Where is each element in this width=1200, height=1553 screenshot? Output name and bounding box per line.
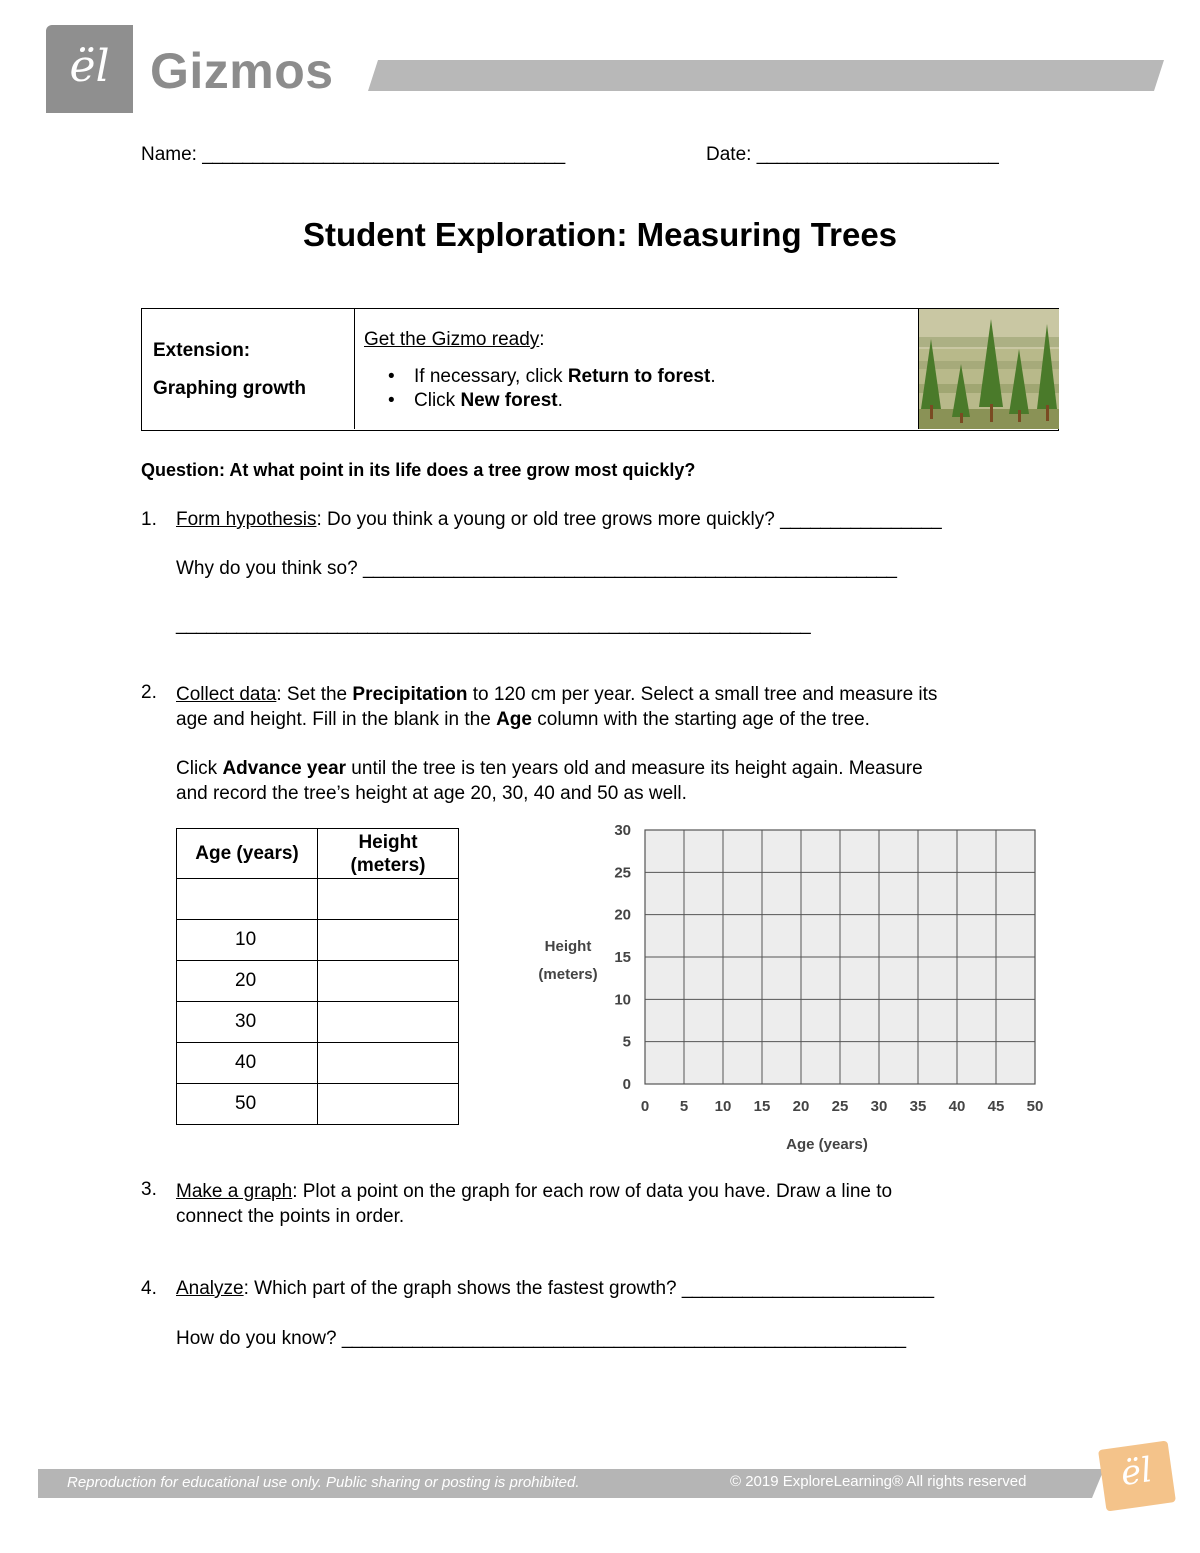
y-axis-label-units: (meters) (538, 966, 598, 983)
x-axis-label: Age (years) (786, 1136, 868, 1153)
table-row (177, 920, 459, 961)
extension-label: Extension: (153, 340, 251, 361)
y-tick-label: 10 (614, 991, 631, 1009)
x-tick-label: 35 (909, 1098, 927, 1115)
q2-text: Collect data: Set the Precipitation to 120 cm per year. Select a small tree and measure its age and height. Fill in the blank in the Age column with the starting age of the tree. Click Advance year until the tree is ten years old and measure its height again. Measure and record the tree’s height at age 20, 30, 40 and 50 as well. (176, 684, 938, 804)
q4-text: Analyze: Which part of the graph shows the fastest growth? _________________________ (176, 1278, 934, 1299)
gizmo-ready-list (364, 365, 904, 413)
q1-why: Why do you think so? _____________________________________________________ (176, 558, 897, 579)
q2-number: 2. (141, 682, 157, 703)
q1-why-blank-2[interactable]: _______________________________________________________________ (176, 614, 811, 635)
x-tick-label: 25 (831, 1098, 849, 1115)
x-tick-label: 10 (714, 1098, 732, 1115)
gizmo-ready-item: • If necessary, click Return to forest. (388, 366, 716, 387)
forest-illustration (919, 309, 1059, 429)
q1-why-blank[interactable]: _____________________________________________________ (362, 558, 897, 579)
brand-title: Gizmos (150, 43, 334, 99)
growth-chart[interactable] (520, 820, 1060, 1160)
height-cell[interactable] (318, 961, 459, 1002)
col-age-header: Age (years) (177, 829, 318, 879)
x-tick-label: 20 (792, 1098, 810, 1115)
extension-box (141, 308, 1059, 431)
table-row (177, 1043, 459, 1084)
y-tick-label: 5 (622, 1033, 631, 1051)
q4-number: 4. (141, 1278, 157, 1299)
table-header-row (177, 829, 459, 879)
q4-how-blank[interactable]: ________________________________________________________ (341, 1328, 906, 1349)
explorelearning-logo (46, 25, 133, 113)
extension-subtitle: Graphing growth (153, 378, 307, 399)
x-tick-label: 40 (948, 1098, 966, 1115)
y-axis-label: Height (544, 938, 592, 955)
q3-text: Make a graph: Plot a point on the graph for each row of data you have. Draw a line to connect the points in order. (176, 1181, 893, 1227)
data-table (176, 828, 459, 1125)
table-row (177, 1002, 459, 1043)
height-cell[interactable] (318, 920, 459, 961)
footer-copyright: © 2019 ExploreLearning® All rights reserved (730, 1473, 1027, 1490)
x-tick-label: 0 (640, 1098, 650, 1115)
q1-number: 1. (141, 509, 157, 530)
q3-number: 3. (141, 1179, 157, 1200)
forest-image (918, 309, 1059, 429)
height-cell[interactable] (318, 879, 459, 920)
col-height-header: Height (meters) (318, 829, 459, 879)
height-cell[interactable] (318, 1043, 459, 1084)
extension-label-cell (142, 309, 355, 429)
q1-text: Form hypothesis: Do you think a young or old tree grows more quickly? ________________ (176, 509, 942, 530)
name-blank[interactable]: ____________________________________ (202, 144, 565, 165)
y-tick-label: 25 (614, 864, 631, 882)
q4-how: How do you know? ________________________________________________________ (176, 1328, 906, 1349)
q4-answer-blank[interactable]: _________________________ (681, 1278, 934, 1299)
question-heading: Question: At what point in its life does a tree grow most quickly? (141, 460, 696, 480)
name-label: Name: (141, 144, 197, 165)
x-tick-label: 15 (753, 1098, 771, 1115)
age-cell: 40 (177, 1043, 318, 1084)
header-bar (368, 60, 1164, 91)
x-tick-label: 5 (679, 1098, 689, 1115)
y-tick-label: 20 (614, 906, 631, 924)
table-row (177, 879, 459, 920)
date-label: Date: (706, 144, 752, 165)
x-tick-label: 50 (1026, 1098, 1044, 1115)
age-cell: 10 (177, 920, 318, 961)
gizmo-ready-item: • Click New forest. (388, 390, 563, 411)
x-tick-label: 45 (987, 1098, 1005, 1115)
footer-logo-mark: ël (1118, 1450, 1155, 1495)
y-tick-label: 15 (614, 949, 631, 966)
table-row (177, 961, 459, 1002)
q1-answer-blank[interactable]: ________________ (780, 509, 942, 530)
date-blank[interactable]: ________________________ (756, 144, 999, 165)
date-line (706, 144, 998, 166)
age-cell: 30 (177, 1002, 318, 1043)
footer-notice: Reproduction for educational use only. Public sharing or posting is prohibited. (67, 1474, 580, 1491)
height-cell[interactable] (318, 1084, 459, 1125)
x-tick-label: 30 (870, 1098, 888, 1115)
y-tick-label: 0 (622, 1076, 631, 1093)
table-row (177, 1084, 459, 1125)
name-line (141, 144, 565, 166)
height-cell[interactable] (318, 1002, 459, 1043)
footer-logo (1098, 1440, 1176, 1511)
y-tick-label: 30 (614, 822, 631, 839)
age-cell: 50 (177, 1084, 318, 1125)
page-title: Student Exploration: Measuring Trees (302, 216, 898, 253)
age-cell[interactable] (177, 879, 318, 920)
age-cell: 20 (177, 961, 318, 1002)
gizmo-ready-heading: Get the Gizmo ready: (364, 329, 545, 350)
logo-mark: ël (69, 41, 110, 92)
